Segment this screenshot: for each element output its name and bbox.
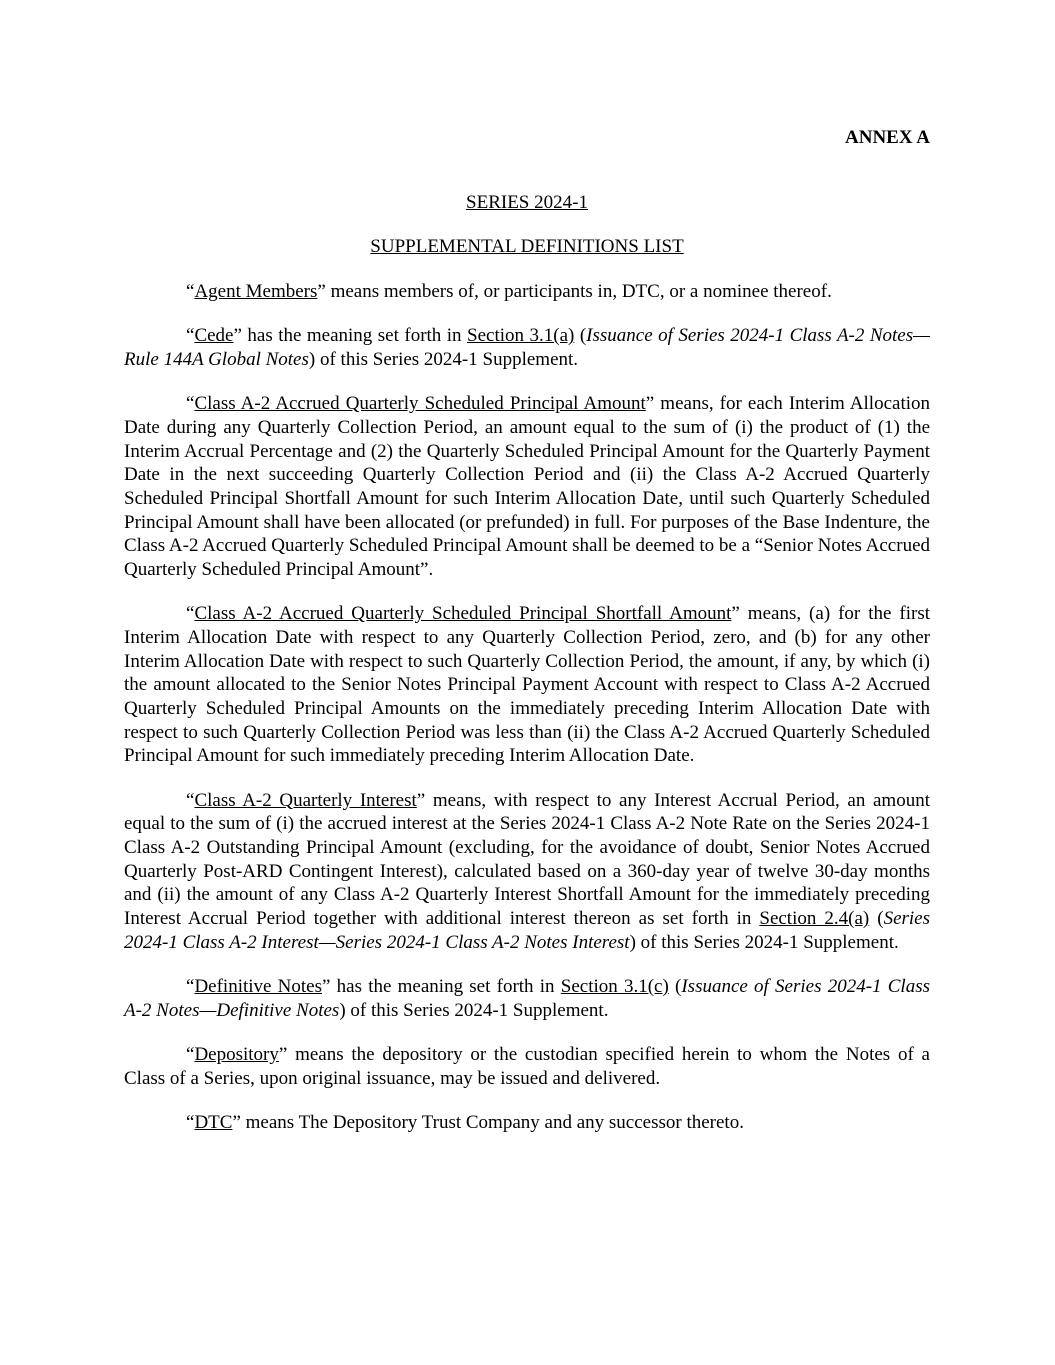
definition-text-end: ) of this Series 2024-1 Supplement. xyxy=(629,931,899,953)
open-quote: “ xyxy=(186,789,195,811)
open-quote: “ xyxy=(186,603,195,625)
definition-class-a2-quarterly-interest xyxy=(124,789,930,955)
section-title: Issuance of Series 2024-1 Class A-2 Notes—Definitive Notes xyxy=(124,976,930,1021)
defined-term: DTC xyxy=(194,1111,233,1133)
definition-text: means, (a) for the first Interim Allocation Date with respect to any Quarterly Collection Period, zero, and (b) for any other Interim Allocation Date with respect to such Quarterly Collection Period, the amount, if any, by which (i) the amount allocated to the Senior Notes Principal Payment Account with respect to Class A-2 Accrued Quarterly Scheduled Principal Amounts on the immediately preceding Interim Allocation Date with respect to such Quarterly Collection Period was less than (ii) the Class A-2 Accrued Quarterly Scheduled Principal Amount for such immediately preceding Interim Allocation Date. xyxy=(124,603,930,767)
close-quote: ” xyxy=(645,393,655,415)
close-quote: ” xyxy=(416,789,426,811)
open-quote: “ xyxy=(186,1043,195,1065)
open-quote: “ xyxy=(186,393,195,415)
definition-class-a2-accrued-principal-shortfall xyxy=(124,602,930,768)
open-quote: “ xyxy=(186,976,195,998)
definition-text: means members of, or participants in, DTC, or a nominee thereof. xyxy=(325,281,832,302)
definitions-list-title-text: SUPPLEMENTAL DEFINITIONS LIST xyxy=(370,236,684,257)
definition-text-end: ) of this Series 2024-1 Supplement. xyxy=(308,348,579,370)
definitions-list xyxy=(124,280,930,1155)
definition-text: means, with respect to any Interest Accrual Period, an amount equal to the sum of (i) the accrued interest at the Series 2024-1 Class A-2 Note Rate on the Series 2024-1 Class A-2 Outstanding Principal Amount (excluding, for the avoidance of doubt, Senior Notes Accrued Quarterly Post-ARD Contingent Interest), calculated based on a 360-day year of twelve 30-day months and (ii) the amount of any Class A-2 Quarterly Interest Shortfall Amount for the immediately preceding Interest Accrual Period together with additional interest thereon as set forth in xyxy=(124,789,930,930)
definition-depository xyxy=(124,1043,930,1090)
defined-term: Depository xyxy=(194,1043,279,1065)
close-quote: ” xyxy=(317,281,326,302)
reference-open: ( xyxy=(869,908,884,930)
open-quote: “ xyxy=(186,325,195,347)
open-quote: “ xyxy=(186,1111,195,1133)
reference-open: ( xyxy=(668,976,682,998)
close-quote: ” xyxy=(232,1111,241,1133)
series-title xyxy=(124,191,930,215)
definition-text-end: ) of this Series 2024-1 Supplement. xyxy=(339,999,609,1021)
section-title: Series 2024-1 Class A-2 Interest—Series 2024-1 Class A-2 Notes Interest xyxy=(124,908,930,953)
defined-term: Agent Members xyxy=(194,281,318,302)
definition-text: has the meaning set forth in xyxy=(330,976,561,998)
close-quote: ” xyxy=(278,1043,288,1065)
annex-label: ANNEX A xyxy=(845,127,930,148)
close-quote: ” xyxy=(322,976,331,998)
section-reference: Section 3.1(a) xyxy=(467,325,575,347)
definition-text: means The Depository Trust Company and any successor thereto. xyxy=(240,1111,744,1133)
defined-term: Class A-2 Accrued Quarterly Scheduled Principal Amount xyxy=(194,393,646,415)
definition-cede xyxy=(124,324,930,371)
definition-dtc xyxy=(124,1111,930,1135)
series-title-text: SERIES 2024-1 xyxy=(466,192,588,213)
section-reference: Section 3.1(c) xyxy=(560,976,669,998)
section-title: Issuance of Series 2024-1 Class A-2 Notes—Rule 144A Global Notes xyxy=(124,325,931,370)
definition-definitive-notes xyxy=(124,975,930,1022)
open-quote: “ xyxy=(186,281,195,302)
definition-text: means, for each Interim Allocation Date during any Quarterly Collection Period, an amount equal to the sum of (i) the product of (1) the Interim Accrual Percentage and (2) the Quarterly Scheduled Principal Amount for the Quarterly Payment Date in the next succeeding Quarterly Collection Period and (ii) the Class A-2 Accrued Quarterly Scheduled Principal Shortfall Amount for such Interim Allocation Date, until such Quarterly Scheduled Principal Amount shall have been allocated (or prefunded) in full. For purposes of the Base Indenture, the Class A-2 Accrued Quarterly Scheduled Principal Amount shall be deemed to be a “Senior Notes Accrued Quarterly Scheduled Principal Amount”. xyxy=(124,393,930,581)
reference-open: ( xyxy=(574,325,587,347)
defined-term: Cede xyxy=(194,325,234,347)
definition-text: means the depository or the custodian specified herein to whom the Notes of a Class of a Series, upon original issuance, may be issued and delivered. xyxy=(124,1043,930,1089)
defined-term: Definitive Notes xyxy=(194,976,323,998)
defined-term: Class A-2 Accrued Quarterly Scheduled Principal Shortfall Amount xyxy=(194,603,732,625)
close-quote: ” xyxy=(233,325,242,347)
definition-class-a2-accrued-principal-amount xyxy=(124,392,930,582)
definitions-list-title xyxy=(124,235,930,259)
defined-term: Class A-2 Quarterly Interest xyxy=(194,789,417,811)
close-quote: ” xyxy=(731,603,740,625)
definition-text: has the meaning set forth in xyxy=(241,325,468,347)
section-reference: Section 2.4(a) xyxy=(759,908,870,930)
definition-agent-members xyxy=(124,280,930,304)
